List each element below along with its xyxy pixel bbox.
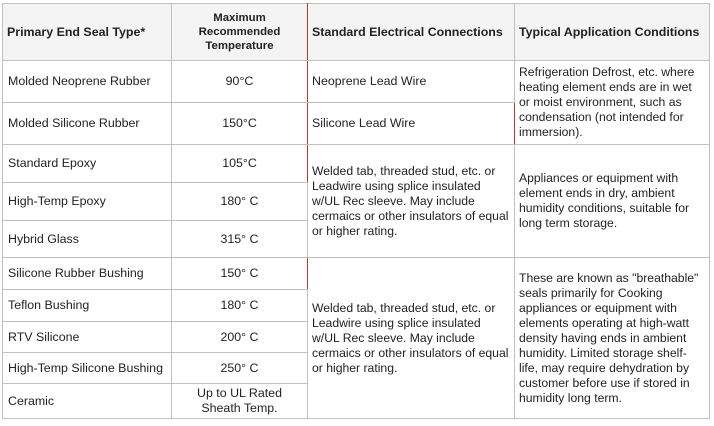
header-temp: Maximum Recommended Temperature (172, 4, 308, 61)
max-temp: 105°C (172, 145, 308, 183)
seal-type: High-Temp Epoxy (3, 183, 172, 221)
end-seal-table (2, 3, 710, 419)
max-temp: 200° C (172, 322, 308, 353)
max-temp: 150° C (172, 258, 308, 290)
header-conditions: Typical Application Conditions (515, 4, 710, 61)
connection-cell: Silicone Lead Wire (308, 103, 515, 145)
conditions-cell: Refrigeration Defrost, etc. where heating element ends are in wet or moist environment, such as condensation (not intended for immersion). (515, 61, 710, 145)
seal-type: Standard Epoxy (3, 145, 172, 183)
max-temp: 150°C (172, 103, 308, 145)
seal-type: RTV Silicone (3, 322, 172, 353)
max-temp: 180° C (172, 183, 308, 221)
connection-cell: Welded tab, threaded stud, etc. or Leadwire using splice insulated w/UL Rec sleeve. May include cermaics or other insulators of equal or higher rating. (308, 258, 515, 419)
max-temp: 90°C (172, 61, 308, 103)
seal-type: Molded Silicone Rubber (3, 103, 172, 145)
max-temp: 250° C (172, 353, 308, 384)
connection-cell: Neoprene Lead Wire (308, 61, 515, 103)
max-temp: 180° C (172, 290, 308, 322)
header-type: Primary End Seal Type* (3, 4, 172, 61)
seal-type: Ceramic (3, 384, 172, 419)
header-row (3, 4, 710, 61)
connection-cell: Welded tab, threaded stud, etc. or Leadwire using splice insulated w/UL Rec sleeve. May include cermaics or other insulators of equal or higher rating. (308, 145, 515, 258)
table-row (3, 258, 710, 290)
table-row (3, 145, 710, 183)
table-row (3, 61, 710, 103)
seal-type: Silicone Rubber Bushing (3, 258, 172, 290)
seal-type: Hybrid Glass (3, 221, 172, 258)
header-connections: Standard Electrical Connections (308, 4, 515, 61)
max-temp: 315° C (172, 221, 308, 258)
max-temp: Up to UL Rated Sheath Temp. (172, 384, 308, 419)
seal-type: Teflon Bushing (3, 290, 172, 322)
seal-type: Molded Neoprene Rubber (3, 61, 172, 103)
conditions-cell: Appliances or equipment with element ends in dry, ambient humidity conditions, suitable for long term storage. (515, 145, 710, 258)
conditions-cell: These are known as "breathable" seals primarily for Cooking appliances or equipment with elements operating at high-watt density having ends in ambient humidity. Limited storage shelf-life, may require dehydration by customer before use if stored in humidity long term. (515, 258, 710, 419)
seal-type: High-Temp Silicone Bushing (3, 353, 172, 384)
